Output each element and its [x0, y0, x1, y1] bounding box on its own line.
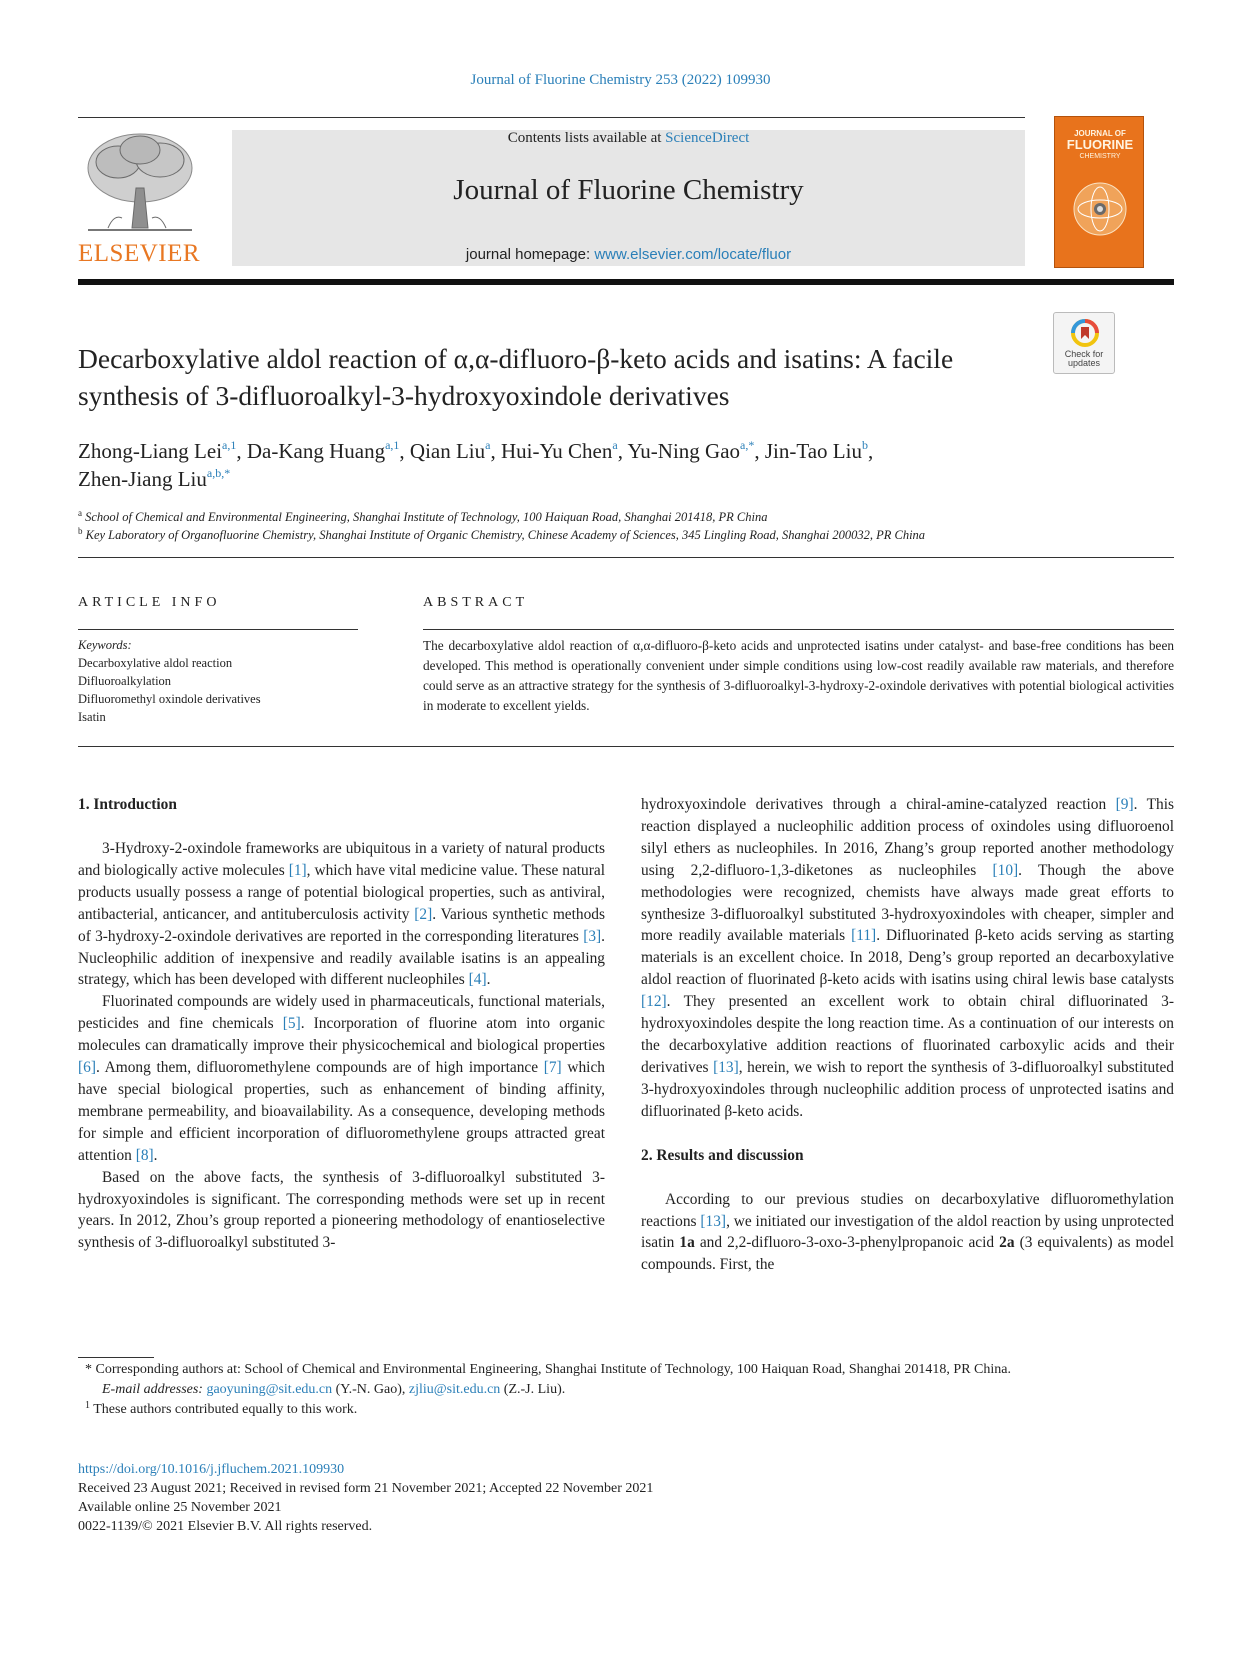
- reference-link[interactable]: [13]: [700, 1212, 727, 1230]
- keyword: Difluoromethyl oxindole derivatives: [78, 692, 261, 706]
- author-affil-mark[interactable]: a,b,*: [206, 466, 231, 480]
- cover-line-2: FLUORINE: [1066, 137, 1134, 152]
- email-owner: (Z.-J. Liu).: [500, 1382, 566, 1397]
- journal-cover-thumbnail: [1054, 116, 1144, 268]
- author-separator: ,: [617, 439, 628, 463]
- elsevier-tree-icon: [78, 128, 202, 236]
- compound-label: 2a: [999, 1234, 1015, 1252]
- contents-prefix: Contents lists available at: [507, 130, 666, 146]
- reference-link[interactable]: [7]: [543, 1059, 562, 1077]
- body-column-left: [78, 794, 605, 1254]
- journal-reference-link[interactable]: Journal of Fluorine Chemistry 253 (2022) 109930: [470, 72, 771, 88]
- reference-link[interactable]: [2]: [414, 905, 433, 923]
- email-link-gao[interactable]: gaoyuning@sit.edu.cn: [206, 1382, 333, 1397]
- available-online: Available online 25 November 2021: [78, 1500, 282, 1515]
- reference-link[interactable]: [9]: [1115, 796, 1134, 813]
- email-footnote: [78, 1380, 1174, 1400]
- check-updates-icon: [1071, 319, 1099, 349]
- email-label: E-mail addresses:: [102, 1382, 207, 1397]
- journal-name: Journal of Fluorine Chemistry: [453, 174, 804, 206]
- affiliation-mark: b: [78, 526, 83, 536]
- body-paragraph: Based on the above facts, the synthesis of 3-difluoroalkyl substituted 3-hydroxyoxindoles is significant. The corresponding methods were set up in recent years. In 2012, Zhou’s group reported a pioneering methodology of enantioselective synthesis of 3-difluoroalkyl substituted 3-: [78, 1168, 605, 1252]
- author-affil-mark[interactable]: b: [861, 438, 868, 452]
- keyword: Isatin: [78, 710, 106, 724]
- affiliations: [78, 508, 1174, 544]
- reference-link[interactable]: [8]: [135, 1146, 154, 1164]
- reference-link[interactable]: [13]: [713, 1058, 739, 1076]
- reference-link[interactable]: [11]: [851, 927, 877, 945]
- elsevier-logo: [78, 128, 202, 268]
- footnote-rule: [78, 1357, 154, 1358]
- abstract-heading: ABSTRACT: [423, 595, 529, 610]
- author-name[interactable]: Yu-Ning Gao: [627, 439, 741, 463]
- email-link-liu[interactable]: zjliu@sit.edu.cn: [408, 1382, 501, 1397]
- affiliation-a: [78, 508, 1174, 526]
- publication-info: [78, 1460, 1174, 1536]
- author-separator: ,: [399, 439, 410, 463]
- article-info-heading: ARTICLE INFO: [78, 595, 221, 610]
- reference-link[interactable]: [12]: [641, 993, 667, 1011]
- reference-link[interactable]: [3]: [583, 927, 602, 945]
- header-thick-rule: [78, 279, 1174, 285]
- author-name[interactable]: Da-Kang Huang: [246, 439, 386, 463]
- reference-link[interactable]: [4]: [468, 971, 487, 989]
- keyword: Decarboxylative aldol reaction: [78, 656, 233, 670]
- check-for-updates-badge[interactable]: [1053, 312, 1115, 374]
- journal-banner: [232, 130, 1025, 266]
- author-name[interactable]: Zhong-Liang Lei: [78, 439, 223, 463]
- affiliation-text: Key Laboratory of Organofluorine Chemistry, Shanghai Institute of Organic Chemistry, Chinese Academy of Sciences, 345 Lingling Road, Shanghai 200032, PR China: [85, 528, 926, 542]
- footnotes: [78, 1360, 1174, 1420]
- cover-atom-icon: [1070, 179, 1130, 239]
- article-title: Decarboxylative aldol reaction of α,α-difluoro-β-keto acids and isatins: A facile synthesis of 3-difluoroalkyl-3-hydroxyoxindole derivatives: [78, 343, 954, 411]
- homepage-line: [232, 246, 1025, 263]
- homepage-prefix: journal homepage:: [465, 246, 595, 263]
- author-name[interactable]: Zhen-Jiang Liu: [78, 467, 207, 491]
- cover-line-1: JOURNAL OF: [1074, 129, 1126, 138]
- equal-mark: 1: [85, 1400, 90, 1411]
- reference-link[interactable]: [10]: [992, 861, 1019, 879]
- author-affil-mark[interactable]: a: [485, 438, 491, 452]
- sciencedirect-link[interactable]: ScienceDirect: [665, 130, 750, 146]
- results-heading: 2. Results and discussion: [641, 1146, 804, 1164]
- copyright: 0022-1139/© 2021 Elsevier B.V. All rights reserved.: [78, 1519, 373, 1534]
- corresponding-text: Corresponding authors at: School of Chemical and Environmental Engineering, Shanghai Institute of Technology, 100 Haiquan Road, Shanghai 201418, PR China.: [92, 1362, 1011, 1377]
- corresponding-footnote: [78, 1360, 1174, 1380]
- author-separator: ,: [236, 439, 247, 463]
- body-paragraph: 3-Hydroxy-2-oxindole frameworks are ubiquitous in a variety of natural products and biologically active molecules [1], which have vital medicine value. These natural products usually possess a range of potential biological properties, such as antiviral, antibacterial, anticancer, and antituberculosis activity [2]. Various synthetic methods of 3-hydroxy-2-oxindole derivatives are reported in the corresponding literatures [3]. Nucleophilic addition of inexpensive and readily available isatins is an appealing strategy, which has been developed with different nucleophiles [4].: [78, 840, 605, 989]
- author-separator: ,: [867, 439, 874, 463]
- contents-line: [232, 130, 1025, 147]
- author-name[interactable]: Qian Liu: [409, 439, 486, 463]
- author-separator: ,: [490, 439, 501, 463]
- compound-label: 1a: [679, 1234, 695, 1252]
- author-affil-mark[interactable]: a,1: [222, 438, 237, 452]
- affiliation-b: [78, 526, 1174, 544]
- body-column-right: [641, 794, 1174, 1276]
- check-updates-label: Check for updates: [1064, 349, 1104, 368]
- affiliations-rule: [78, 557, 1174, 558]
- body-paragraph: According to our previous studies on decarboxylative difluoromethylation reactions [13], we initiated our investigation of the aldol reaction by using unprotected isatin 1a and 2,2-difluoro-3-oxo-3-phenylpropanoic acid 2a (3 equivalents) as model compounds. First, the: [641, 1190, 1174, 1274]
- body-paragraph: Fluorinated compounds are widely used in pharmaceuticals, functional materials, pesticides and fine chemicals [5]. Incorporation of fluorine atom into organic molecules can dramatically improve their physicochemical and biological properties [6]. Among them, difluoromethylene compounds are of high importance [7] which have special biological properties, such as enhancement of binding affinity, membrane permeability, and bioavailability. As a consequence, developing methods for simple and efficient incorporation of difluoromethylene groups attracted great attention [8].: [78, 993, 605, 1164]
- body-paragraph: hydroxyoxindole derivatives through a chiral-amine-catalyzed reaction [9]. This reaction displayed a nucleophilic addition process of oxindoles using difluoroenol silyl ethers as nucleophiles. In 2016, Zhang’s group reported another methodology using 2,2-difluoro-1,3-diketones as nucleophiles [10]. Though the above methodologies were recognized, chemists have always made great efforts to synthesize 3-difluoroalkyl substituted 3-hydroxyoxindoles with cheaper, simpler and more readily available materials [11]. Difluorinated β-keto acids serving as starting materials is an excellent choice. In 2018, Deng’s group reported an decarboxylative aldol reaction of fluorinated β-keto acids with isatins using chiral lewis base catalysts [12]. They presented an excellent work to obtain chiral difluorinated 3-hydroxyoxindoles despite the long reaction time. As a continuation of our interests on the decarboxylative addition reactions of fluorinated carboxylic acids and their derivatives [13], herein, we wish to report the synthesis of 3-difluoroalkyl substituted 3-hydroxyoxindoles through nucleophilic addition process of unprotected isatins and difluorinated β-keto acids.: [641, 796, 1175, 1120]
- author-affil-mark[interactable]: a,*: [740, 438, 755, 452]
- abstract-rule: [423, 629, 1174, 630]
- abstract-bottom-rule: [78, 746, 1174, 747]
- keywords-block: [78, 636, 378, 726]
- affiliation-mark: a: [78, 508, 82, 518]
- journal-homepage-link[interactable]: www.elsevier.com/locate/fluor: [594, 246, 792, 263]
- introduction-heading: 1. Introduction: [78, 796, 177, 813]
- received-dates: Received 23 August 2021; Received in revised form 21 November 2021; Accepted 22 November 2021: [78, 1481, 654, 1496]
- author-name[interactable]: Jin-Tao Liu: [764, 439, 862, 463]
- elsevier-wordmark: ELSEVIER: [78, 240, 201, 267]
- author-affil-mark[interactable]: a: [612, 438, 618, 452]
- doi-link[interactable]: https://doi.org/10.1016/j.jfluchem.2021.109930: [78, 1462, 345, 1477]
- email-owner: (Y.-N. Gao),: [332, 1382, 409, 1397]
- keyword: Difluoroalkylation: [78, 674, 172, 688]
- reference-link[interactable]: [6]: [78, 1059, 96, 1077]
- author-separator: ,: [754, 439, 765, 463]
- reference-link[interactable]: [5]: [282, 1015, 301, 1033]
- equal-contribution-footnote: [78, 1400, 1174, 1420]
- corresponding-mark: *: [85, 1362, 92, 1377]
- reference-link[interactable]: [1]: [288, 861, 307, 879]
- abstract-text: The decarboxylative aldol reaction of α,α-difluoro-β-keto acids and unprotected isatins under catalyst- and base-free conditions has been developed. This method is operationally convenient under simple conditions using low-cost readily available raw materials, and therefore could serve as an attractive strategy for the synthesis of 3-difluoroalkyl-3-hydroxy-2-oxindole derivatives with potential biological activities in moderate to excellent yields.: [423, 638, 1174, 713]
- equal-text: These authors contributed equally to this work.: [90, 1402, 358, 1417]
- affiliation-text: School of Chemical and Environmental Engineering, Shanghai Institute of Technology, 100 Haiquan Road, Shanghai 201418, PR China: [85, 510, 768, 524]
- cover-line-3: CHEMISTRY: [1079, 153, 1121, 160]
- header-top-rule: [78, 117, 1025, 118]
- keywords-heading: Keywords:: [78, 638, 132, 652]
- author-affil-mark[interactable]: a,1: [385, 438, 400, 452]
- author-name[interactable]: Hui-Yu Chen: [500, 439, 613, 463]
- author-list: [78, 437, 1078, 493]
- article-info-rule: [78, 629, 358, 630]
